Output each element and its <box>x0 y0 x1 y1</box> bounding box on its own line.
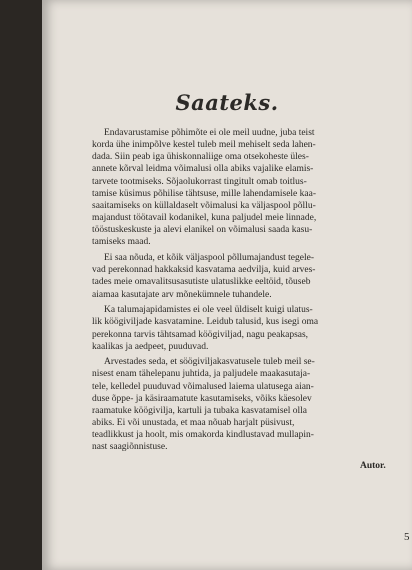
text-line: aiamaa kasutajate arv mõnekümnele tuhandele. <box>92 289 272 300</box>
paragraph <box>92 252 404 301</box>
text-line: abiks. Ei või unustada, et maa nõuab harjalt püsivust, <box>92 418 295 429</box>
text-line: nisest enam tähelepanu juhtida, ja paljudele maakasutaja- <box>92 369 311 380</box>
text-line: vad perekonnad hakkaksid kasvatama aedvilja, kuid arves- <box>92 265 316 276</box>
text-line: Arvestades seda, et söögiviljakasvatusele tuleb meil se- <box>104 357 315 368</box>
text-line: tamise küsimus põhilise tähtsuse, mille lahendamisele kaa- <box>92 188 316 199</box>
paragraph <box>92 356 404 453</box>
text-line: tarvete tootmiseks. Sõjaolukorrast tingitult omab toitlus- <box>92 176 307 187</box>
author-signature: Autor. <box>360 461 386 471</box>
text-line: tamiseks maad. <box>92 237 151 248</box>
text-line: tööstuskeskuste ja alevi elanikel on võimalusi saada kasu- <box>92 225 313 236</box>
text-line: perekonna tarvis tähtsamad köögiviljad, nagu peakapsas, <box>92 329 309 340</box>
text-line: Ka talumajapidamistes ei ole veel üldiselt kuigi ulatus- <box>104 305 313 316</box>
text-line: Ei saa nõuda, et kõik väljaspool põllumajandust tegele- <box>104 253 315 264</box>
text-line: dada. Siin peab iga ühiskonnaliige oma otsekoheste üles- <box>92 152 309 163</box>
text-line: kaalikas ja aedpeet, puuduvad. <box>92 341 209 352</box>
text-line: raamatuke köögivilja, kartuli ja tubaka kasvatamisel olla <box>92 405 307 416</box>
text-line: lik köögiviljade kasvatamine. Leidub talusid, kus isegi oma <box>92 317 319 328</box>
text-line: nast saagiõnnistuse. <box>92 442 168 453</box>
text-line: teadlikkust ja hoolt, mis omakorda kindlustavad mullapin- <box>92 430 314 441</box>
text-line: korda ühe inimpõlve kestel tuleb meil mehiselt seda lahen- <box>92 140 316 151</box>
page-number: 5 <box>404 531 410 543</box>
text-line: annete kõrval leidma võimalusi olla abiks vajalike elamis- <box>92 164 314 175</box>
text-line: saaitamiseks on küllaldaselt võimalusi ka väljaspool põllu- <box>92 200 316 211</box>
page-title: Saateks. <box>175 90 279 115</box>
text-line: tele, kelledel puuduvad võimalused laiema ulatusega aian- <box>92 381 314 392</box>
text-line: duse õppe- ja käsiraamatute kasutamiseks, võiks käesolev <box>92 393 312 404</box>
body-text <box>92 127 404 457</box>
text-line: tades meie omavalitsusasutiste ulatuslikke eeltöid, tõuseb <box>92 277 311 288</box>
book-page <box>42 0 412 570</box>
text-line: Endavarustamise põhimõte ei ole meil uudne, juba teist <box>104 128 315 138</box>
text-line: majandust töötavail kodanikel, kuna paljudel meie linnade, <box>92 213 317 224</box>
paragraph <box>92 127 404 249</box>
paragraph <box>92 304 404 353</box>
